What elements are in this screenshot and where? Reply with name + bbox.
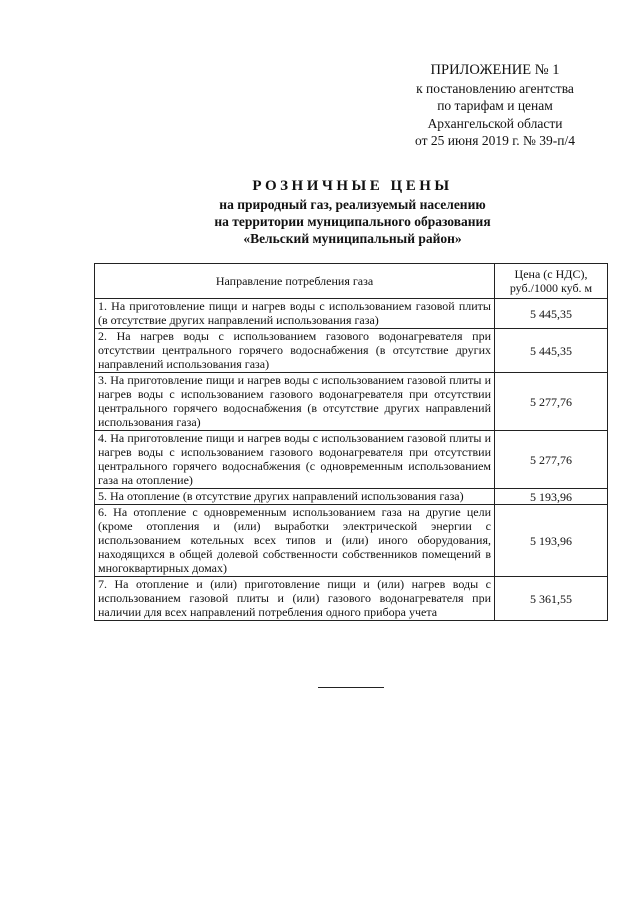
row-price: 5 193,96 — [495, 505, 608, 577]
row-direction: 3. На приготовление пищи и нагрев воды с использованием газовой плиты и нагрев воды с использованием газового водонагревателя при отсутствии центрального горячего водоснабжения (в отсутствие других направлений использования газа) — [95, 373, 495, 431]
document-subtitle-line3: «Вельский муниципальный район» — [243, 231, 462, 246]
header-direction: Направление потребления газа — [95, 264, 495, 299]
row-direction: 2. На нагрев воды с использованием газового водонагревателя при отсутствии центрального горячего водоснабжения (в отсутствие других направлений использования газа) — [95, 329, 495, 373]
appendix-date-line: от 25 июня 2019 г. № 39-п/4 — [415, 133, 575, 148]
table-row — [95, 577, 608, 621]
row-price: 5 277,76 — [495, 431, 608, 489]
table-row — [95, 373, 608, 431]
row-price: 5 445,35 — [495, 299, 608, 329]
row-direction: 7. На отопление и (или) приготовление пищи и (или) нагрев воды с использованием газовой плиты и (или) газового водонагревателя при наличии для всех направлений потребления одного прибора учета — [95, 577, 495, 621]
document-title-block — [95, 178, 610, 247]
row-price: 5 361,55 — [495, 577, 608, 621]
row-price: 5 193,96 — [495, 489, 608, 505]
row-direction: 4. На приготовление пищи и нагрев воды с использованием газовой плиты и нагрев воды с использованием газового водонагревателя при отсутствии центрального горячего водоснабжения (с одновременным использованием газа на отопление) — [95, 431, 495, 489]
document-title: РОЗНИЧНЫЕ ЦЕНЫ — [252, 178, 453, 194]
row-direction: 5. На отопление (в отсутствие других направлений использования газа) — [95, 489, 495, 505]
appendix-agency-line: по тарифам и ценам — [437, 98, 553, 113]
appendix-region-line: Архангельской области — [427, 115, 563, 131]
header-price: Цена (с НДС), руб./1000 куб. м — [495, 264, 608, 299]
appendix-resolution-line: к постановлению агентства — [416, 80, 574, 96]
row-price: 5 277,76 — [495, 373, 608, 431]
document-subtitle-line2: на территории муниципального образования — [214, 214, 491, 229]
table-row — [95, 505, 608, 577]
closing-divider — [318, 687, 384, 688]
price-table — [94, 263, 608, 621]
row-price: 5 445,35 — [495, 329, 608, 373]
document-subtitle-line1: на природный газ, реализуемый населению — [219, 197, 486, 212]
row-direction: 1. На приготовление пищи и нагрев воды с использованием газовой плиты (в отсутствие других направлений использования газа) — [95, 299, 495, 329]
table-row — [95, 489, 608, 505]
appendix-number: ПРИЛОЖЕНИЕ № 1 — [430, 62, 560, 78]
table-row — [95, 329, 608, 373]
row-direction: 6. На отопление с одновременным использованием газа на другие цели (кроме отопления и (или) выработки электрической энергии с использованием котельных всех типов и (или) иного оборудования, находящихся в общей долевой собственности собственников помещений в многоквартирных домах) — [95, 505, 495, 577]
table-row — [95, 299, 608, 329]
table-header-row — [95, 264, 608, 299]
appendix-header — [390, 62, 600, 150]
table-row — [95, 431, 608, 489]
